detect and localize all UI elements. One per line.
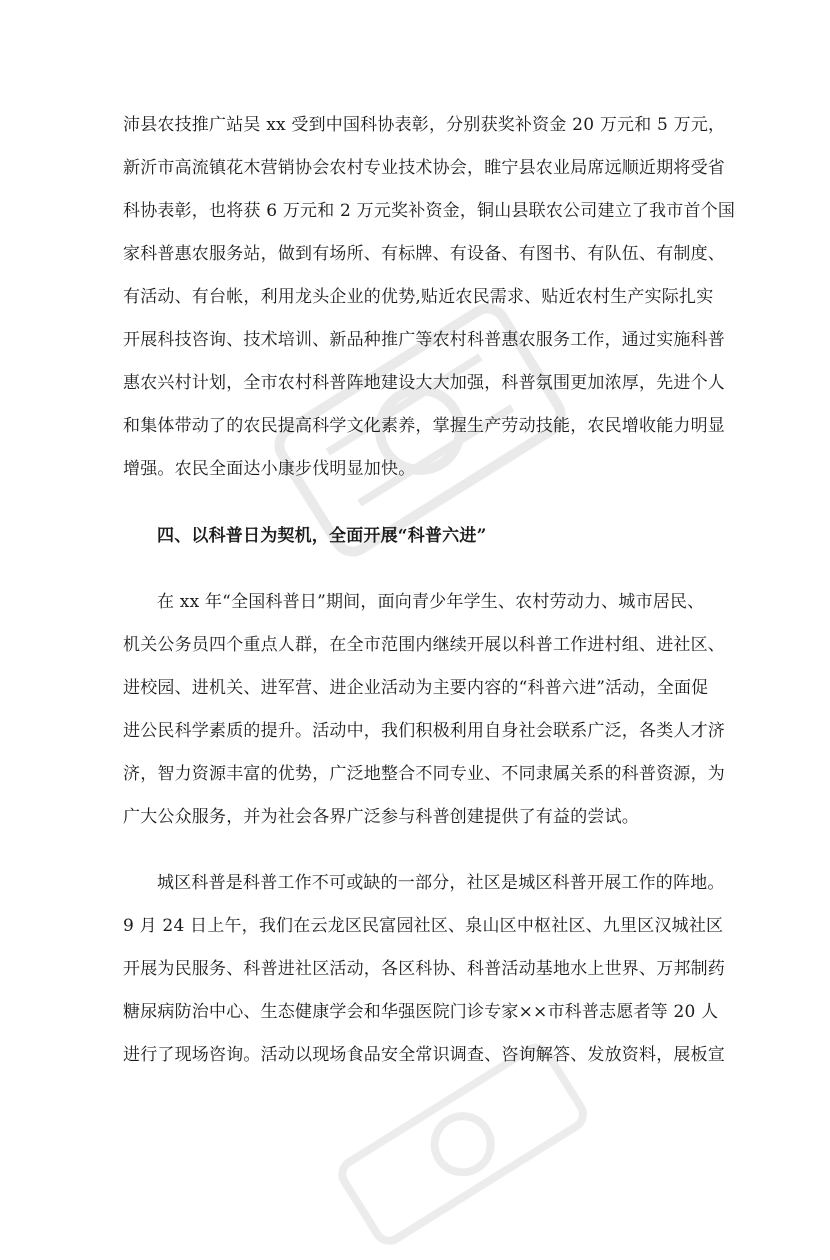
paragraph2-line: 在 xx 年“全国科普日”期间，面向青少年学生、农村劳动力、城市居民、 (157, 592, 705, 612)
section-heading: 四、以科普日为契机，全面开展“科普六进” (157, 526, 487, 546)
paragraph3-line: 糖尿病防治中心、生态健康学会和华强医院门诊专家××市科普志愿者等 20 人 (123, 1002, 719, 1022)
paragraph3-line: 城区科普是科普工作不可或缺的一部分，社区是城区科普开展工作的阵地。 (157, 873, 725, 893)
paragraph1-line: 科协表彰，也将获 6 万元和 2 万元奖补资金，铜山县联农公司建立了我市首个国 (123, 201, 736, 221)
paragraph2-line: 广大公众服务，并为社会各界广泛参与科普创建提供了有益的尝试。 (123, 807, 639, 827)
paragraph2-line: 济，智力资源丰富的优势，广泛地整合不同专业、不同隶属关系的科普资源，为 (123, 764, 725, 784)
paragraph1-line: 有活动、有台帐，利用龙头企业的优势,贴近农民需求、贴近农村生产实际扎实 (123, 287, 714, 307)
paragraph2-line: 进公民科学素质的提升。活动中，我们积极利用自身社会联系广泛，各类人才济 (123, 721, 725, 741)
paragraph3-line: 进行了现场咨询。活动以现场食品安全常识调查、咨询解答、发放资料，展板宣 (123, 1045, 725, 1065)
paragraph3-line: 开展为民服务、科普进社区活动，各区科协、科普活动基地水上世界、万邦制药 (123, 959, 725, 979)
paragraph1-line: 和集体带动了的农民提高科学文化素养，掌握生产劳动技能，农民增收能力明显 (123, 416, 725, 436)
paragraph1-line: 新沂市高流镇花木营销协会农村专业技术协会，睢宁县农业局席远顺近期将受省 (123, 158, 725, 178)
paragraph1-line: 开展科技咨询、技术培训、新品种推广等农村科普惠农服务工作，通过实施科普 (123, 330, 725, 350)
paragraph1-line: 家科普惠农服务站，做到有场所、有标牌、有设备、有图书、有队伍、有制度、 (123, 244, 725, 264)
paragraph1-line: 增强。农民全面达小康步伐明显加快。 (123, 459, 416, 479)
paragraph3-line: 9 月 24 日上午，我们在云龙区民富园社区、泉山区中枢社区、九里区汉城社区 (123, 916, 724, 936)
paragraph2-line: 机关公务员四个重点人群，在全市范围内继续开展以科普工作进村组、进社区、 (123, 635, 725, 655)
paragraph1-line: 沛县农技推广站吴 xx 受到中国科协表彰，分别获奖补资金 20 万元和 5 万元， (123, 115, 726, 135)
paragraph1-line: 惠农兴村计划，全市农村科普阵地建设大大加强，科普氛围更加浓厚，先进个人 (123, 373, 725, 393)
paragraph2-line: 进校园、进机关、进军营、进企业活动为主要内容的“科普六进”活动，全面促 (123, 678, 709, 698)
